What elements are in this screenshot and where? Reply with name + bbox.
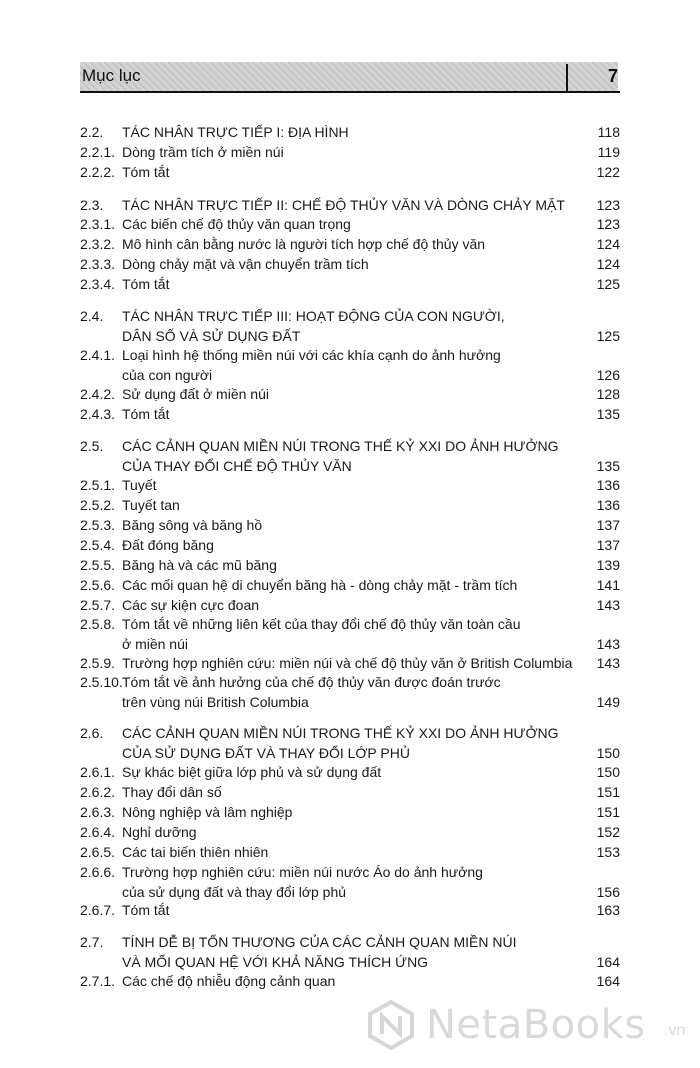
toc-entry-number: 2.4.1. bbox=[80, 347, 116, 363]
toc-entry-number: 2.5.1. bbox=[80, 477, 116, 493]
toc-entry-title: CÁC CẢNH QUAN MIỀN NÚI TRONG THẾ KỶ XXI DO ẢNH HƯỞNG bbox=[122, 725, 559, 741]
toc-entry-page: 124 bbox=[596, 256, 620, 272]
toc-entry bbox=[80, 122, 620, 142]
toc-entry-number: 2.5.9. bbox=[80, 655, 116, 671]
toc-entry-number: 2.6.7. bbox=[80, 902, 116, 918]
toc-entry bbox=[80, 475, 620, 495]
toc-entry-page: 143 bbox=[596, 597, 620, 613]
toc-entry-page: 122 bbox=[596, 164, 620, 180]
toc-entry-title: Đất đóng băng bbox=[122, 537, 214, 553]
toc-entry-title: của con người bbox=[122, 366, 213, 383]
toc-entry bbox=[80, 345, 620, 384]
toc-entry bbox=[80, 575, 620, 595]
toc-entry-page: 125 bbox=[596, 276, 620, 292]
toc-entry-number: 2.4.2. bbox=[80, 386, 116, 402]
toc-entry bbox=[80, 555, 620, 575]
toc-entry bbox=[80, 971, 620, 991]
toc-entry-number: 2.4. bbox=[80, 308, 104, 324]
toc-entry-title: Tóm tắt bbox=[122, 164, 170, 180]
toc-entry-title: Các sự kiện cực đoan bbox=[122, 597, 260, 613]
toc-entry-page: 150 bbox=[596, 764, 620, 780]
toc-entry bbox=[80, 214, 620, 234]
toc-entry-page: 151 bbox=[596, 784, 620, 800]
toc-entry-page: 128 bbox=[596, 386, 620, 402]
toc-entry-number: 2.2. bbox=[80, 124, 104, 140]
toc-entry bbox=[80, 614, 620, 653]
toc-entry-title: Tóm tắt về ảnh hưởng của chế độ thủy văn được đoán trước bbox=[122, 674, 501, 690]
page-title: Mục lục bbox=[82, 66, 141, 85]
toc-entry bbox=[80, 195, 620, 215]
toc-entry bbox=[80, 672, 620, 711]
toc-entry-number: 2.3.1. bbox=[80, 216, 116, 232]
toc-entry-title: TÁC NHÂN TRỰC TIẾP III: HOẠT ĐỘNG CỦA CON NGƯỜI, bbox=[122, 308, 505, 324]
toc-entry-title: Loại hình hệ thống miền núi với các khía cạnh do ảnh hưởng bbox=[122, 347, 501, 363]
toc-entry-page: 153 bbox=[596, 844, 620, 860]
toc-entry-title: Nông nghiệp và lâm nghiệp bbox=[122, 804, 293, 820]
toc-entry-title: CỦA SỬ DỤNG ĐẤT VÀ THAY ĐỔI LỚP PHỦ bbox=[122, 744, 410, 761]
toc-entry-number: 2.5.6. bbox=[80, 577, 116, 593]
toc-entry-number: 2.5.2. bbox=[80, 497, 116, 513]
toc-entry-title: Trường hợp nghiên cứu: miền núi nước Áo do ảnh hưởng bbox=[122, 864, 483, 880]
page-number: 7 bbox=[608, 66, 619, 86]
toc-entry-page: 143 bbox=[596, 635, 620, 652]
toc-entry-page: 137 bbox=[596, 517, 620, 533]
toc-entry-number: 2.5.7. bbox=[80, 597, 116, 613]
toc-entry-page: 137 bbox=[596, 537, 620, 553]
toc-entry-title: CÁC CẢNH QUAN MIỀN NÚI TRONG THẾ KỶ XXI DO ẢNH HƯỞNG bbox=[122, 438, 559, 454]
toc-entry bbox=[80, 862, 620, 901]
toc-entry-page: 119 bbox=[597, 144, 620, 160]
toc-entry bbox=[80, 535, 620, 555]
toc-entry-number: 2.5.8. bbox=[80, 616, 116, 632]
toc-entry-number: 2.3.3. bbox=[80, 256, 116, 272]
toc-entry-title: Dòng chảy mặt và vận chuyển trầm tích bbox=[122, 256, 369, 272]
toc-entry-number: 2.5. bbox=[80, 438, 104, 454]
watermark bbox=[366, 996, 686, 1056]
toc-entry-title: Sử dụng đất ở miền núi bbox=[122, 386, 269, 402]
toc-entry-page: 124 bbox=[596, 236, 620, 252]
toc-entry-title: VÀ MỐI QUAN HỆ VỚI KHẢ NĂNG THÍCH ỨNG bbox=[122, 953, 429, 970]
toc-entry-title: DÂN SỐ VÀ SỬ DỤNG ĐẤT bbox=[122, 327, 301, 344]
toc-entry bbox=[80, 782, 620, 802]
toc-entry-page: 123 bbox=[596, 197, 620, 213]
toc-entry-title: Tóm tắt bbox=[122, 406, 170, 422]
toc-entry bbox=[80, 404, 620, 424]
toc-entry bbox=[80, 653, 620, 673]
toc-entry bbox=[80, 234, 620, 254]
toc-entry-title: ở miền núi bbox=[122, 635, 188, 652]
toc-entry-title: Tuyết tan bbox=[122, 497, 180, 513]
toc-entry-title: Băng hà và các mũ băng bbox=[122, 557, 277, 573]
toc-entry-number: 2.7. bbox=[80, 934, 104, 950]
toc-entry-page: 150 bbox=[596, 744, 620, 761]
toc-entry-title: Dòng trầm tích ở miền núi bbox=[122, 144, 284, 160]
toc-entry-title: của sử dụng đất và thay đổi lớp phủ bbox=[122, 883, 347, 900]
header-band bbox=[80, 62, 618, 92]
toc-entry-number: 2.6. bbox=[80, 725, 104, 741]
toc-entry bbox=[80, 436, 620, 475]
toc-entry-title: Các mối quan hệ di chuyển băng hà - dòng chảy mặt - trầm tích bbox=[122, 577, 518, 593]
toc-entry-page: 163 bbox=[596, 902, 620, 918]
toc-entry-title: Băng sông và băng hồ bbox=[122, 517, 263, 533]
toc-entry bbox=[80, 515, 620, 535]
toc-entry-title: trên vùng núi British Columbia bbox=[122, 693, 309, 710]
toc-entry-number: 2.3. bbox=[80, 197, 104, 213]
toc-entry-number: 2.6.1. bbox=[80, 764, 116, 780]
toc-entry bbox=[80, 384, 620, 404]
header-rule bbox=[80, 91, 620, 93]
toc-entry-title: Sự khác biệt giữa lớp phủ và sử dụng đất bbox=[122, 764, 382, 780]
toc-entry-page: 151 bbox=[596, 804, 620, 820]
toc-entry bbox=[80, 595, 620, 615]
toc-entry bbox=[80, 162, 620, 182]
toc-entry-page: 135 bbox=[596, 457, 620, 474]
toc-entry-number: 2.5.5. bbox=[80, 557, 116, 573]
toc-entry-title: Tóm tắt bbox=[122, 902, 170, 918]
toc-entry-number: 2.6.2. bbox=[80, 784, 116, 800]
toc-entry-page: 164 bbox=[596, 973, 620, 989]
watermark-suffix: .vn bbox=[664, 1022, 686, 1039]
toc-entry-number: 2.6.6. bbox=[80, 864, 116, 880]
toc-entry bbox=[80, 495, 620, 515]
toc-entry-number: 2.3.4. bbox=[80, 276, 116, 292]
toc-entry-title: TÍNH DỄ BỊ TỔN THƯƠNG CỦA CÁC CẢNH QUAN MIỀN NÚI bbox=[122, 934, 517, 950]
toc-entry-title: Tóm tắt bbox=[122, 276, 170, 292]
toc-entry bbox=[80, 142, 620, 162]
toc-entry-number: 2.6.3. bbox=[80, 804, 116, 820]
netabooks-logo-icon bbox=[366, 1000, 416, 1050]
toc-entry-page: 152 bbox=[596, 824, 620, 840]
toc-entry-title: Các tai biến thiên nhiên bbox=[122, 844, 269, 860]
toc-entry-page: 135 bbox=[596, 406, 620, 422]
toc-entry-page: 141 bbox=[596, 577, 620, 593]
toc-entry bbox=[80, 802, 620, 822]
toc-entry-page: 156 bbox=[596, 883, 620, 900]
header-divider bbox=[566, 64, 568, 92]
toc-entry-page: 164 bbox=[596, 953, 620, 970]
toc-entry-page: 136 bbox=[596, 497, 620, 513]
toc-entry-page: 125 bbox=[596, 327, 620, 344]
toc-entry-page: 149 bbox=[596, 693, 620, 710]
toc-entry-number: 2.3.2. bbox=[80, 236, 116, 252]
toc-entry bbox=[80, 723, 620, 762]
toc-entry-title: Nghỉ dưỡng bbox=[122, 824, 197, 840]
toc-entry-number: 2.5.4. bbox=[80, 537, 116, 553]
toc-entry-number: 2.2.1. bbox=[80, 144, 116, 160]
toc-entry-page: 136 bbox=[596, 477, 620, 493]
toc-entry-title: Các chế độ nhiễu động cảnh quan bbox=[122, 973, 336, 989]
toc-entry-number: 2.6.5. bbox=[80, 844, 116, 860]
toc-entry-title: Trường hợp nghiên cứu: miền núi và chế độ thủy văn ở British Columbia bbox=[122, 655, 573, 671]
toc-entry-title: Thay đổi dân số bbox=[122, 784, 222, 800]
toc-entry-title: TÁC NHÂN TRỰC TIẾP I: ĐỊA HÌNH bbox=[122, 124, 349, 140]
watermark-text: NetaBooks bbox=[426, 1002, 646, 1048]
toc-entry-number: 2.4.3. bbox=[80, 406, 116, 422]
toc-entry-page: 123 bbox=[596, 216, 620, 232]
toc-entry bbox=[80, 822, 620, 842]
toc-entry bbox=[80, 900, 620, 920]
toc-entry-number: 2.5.3. bbox=[80, 517, 116, 533]
toc-entry-title: Các biến chế độ thủy văn quan trọng bbox=[122, 216, 351, 232]
toc-entry-number: 2.7.1. bbox=[80, 973, 116, 989]
toc-entry-number: 2.5.10. bbox=[80, 674, 123, 690]
toc-entry-number: 2.6.4. bbox=[80, 824, 116, 840]
toc-entry-title: TÁC NHÂN TRỰC TIẾP II: CHẾ ĐỘ THỦY VĂN VÀ DÒNG CHẢY MẶT bbox=[122, 197, 565, 213]
toc-entry bbox=[80, 842, 620, 862]
toc-entry-page: 143 bbox=[596, 655, 620, 671]
toc-entry-title: Tóm tắt về những liên kết của thay đổi chế độ thủy văn toàn cầu bbox=[122, 616, 521, 632]
toc-entry bbox=[80, 254, 620, 274]
toc-entry-title: Mô hình cân bằng nước là người tích hợp chế độ thủy văn bbox=[122, 236, 486, 252]
toc-entry-number: 2.2.2. bbox=[80, 164, 116, 180]
toc-entry-title: Tuyết bbox=[122, 477, 157, 493]
toc-entry bbox=[80, 932, 620, 971]
toc-entry bbox=[80, 274, 620, 294]
toc-entry bbox=[80, 306, 620, 345]
toc-entry-page: 118 bbox=[597, 124, 620, 140]
toc-entry-page: 139 bbox=[596, 557, 620, 573]
toc-entry-page: 126 bbox=[596, 366, 620, 383]
toc-entry bbox=[80, 762, 620, 782]
toc-entry-title: CỦA THAY ĐỔI CHẾ ĐỘ THỦY VĂN bbox=[122, 457, 352, 474]
